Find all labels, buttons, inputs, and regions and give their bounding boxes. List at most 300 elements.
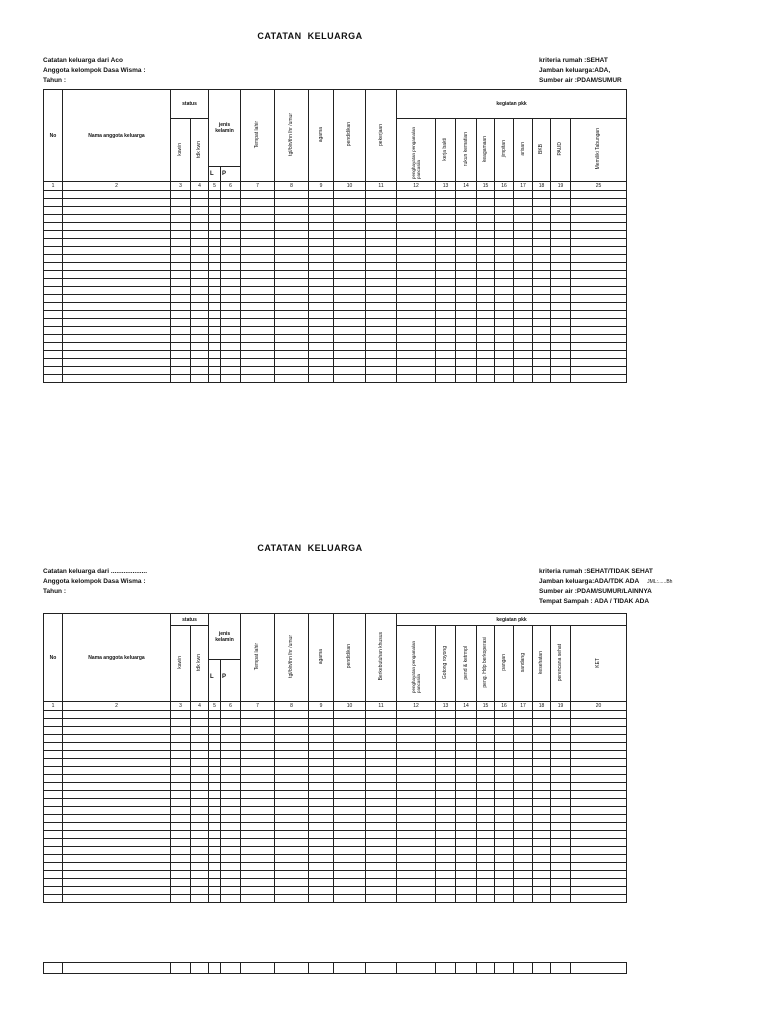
entry-cell[interactable]	[241, 831, 275, 839]
entry-cell[interactable]	[191, 247, 209, 255]
entry-cell[interactable]	[209, 239, 221, 247]
entry-cell[interactable]	[477, 855, 495, 863]
entry-cell[interactable]	[309, 871, 334, 879]
entry-cell[interactable]	[514, 887, 533, 895]
entry-cell[interactable]	[241, 791, 275, 799]
entry-cell[interactable]	[63, 799, 171, 807]
entry-cell[interactable]	[44, 767, 63, 775]
entry-cell[interactable]	[334, 271, 366, 279]
entry-cell[interactable]	[309, 963, 334, 974]
entry-cell[interactable]	[514, 239, 533, 247]
entry-cell[interactable]	[456, 247, 477, 255]
entry-cell[interactable]	[171, 847, 191, 855]
entry-cell[interactable]	[275, 879, 309, 887]
entry-cell[interactable]	[309, 327, 334, 335]
entry-cell[interactable]	[241, 963, 275, 974]
entry-cell[interactable]	[366, 359, 397, 367]
entry-cell[interactable]	[366, 231, 397, 239]
entry-cell[interactable]	[44, 207, 63, 215]
entry-cell[interactable]	[456, 871, 477, 879]
entry-cell[interactable]	[221, 839, 241, 847]
entry-cell[interactable]	[44, 855, 63, 863]
entry-cell[interactable]	[366, 831, 397, 839]
entry-cell[interactable]	[477, 319, 495, 327]
entry-cell[interactable]	[397, 295, 436, 303]
entry-cell[interactable]	[334, 215, 366, 223]
entry-cell[interactable]	[514, 751, 533, 759]
entry-cell[interactable]	[551, 327, 571, 335]
entry-cell[interactable]	[241, 191, 275, 199]
entry-cell[interactable]	[514, 199, 533, 207]
entry-cell[interactable]	[514, 711, 533, 719]
entry-cell[interactable]	[209, 815, 221, 823]
entry-cell[interactable]	[495, 207, 514, 215]
entry-cell[interactable]	[397, 847, 436, 855]
entry-cell[interactable]	[191, 263, 209, 271]
entry-cell[interactable]	[551, 791, 571, 799]
entry-cell[interactable]	[275, 871, 309, 879]
entry-cell[interactable]	[191, 199, 209, 207]
entry-cell[interactable]	[334, 879, 366, 887]
entry-cell[interactable]	[366, 343, 397, 351]
entry-cell[interactable]	[397, 335, 436, 343]
entry-cell[interactable]	[477, 239, 495, 247]
entry-cell[interactable]	[533, 295, 551, 303]
entry-cell[interactable]	[571, 863, 627, 871]
entry-cell[interactable]	[209, 247, 221, 255]
entry-cell[interactable]	[477, 823, 495, 831]
entry-cell[interactable]	[63, 279, 171, 287]
entry-cell[interactable]	[456, 847, 477, 855]
entry-cell[interactable]	[397, 855, 436, 863]
entry-cell[interactable]	[241, 295, 275, 303]
entry-cell[interactable]	[334, 751, 366, 759]
entry-cell[interactable]	[366, 735, 397, 743]
entry-cell[interactable]	[309, 247, 334, 255]
entry-cell[interactable]	[495, 303, 514, 311]
entry-cell[interactable]	[309, 815, 334, 823]
entry-cell[interactable]	[209, 295, 221, 303]
entry-cell[interactable]	[533, 239, 551, 247]
entry-cell[interactable]	[63, 727, 171, 735]
entry-cell[interactable]	[171, 271, 191, 279]
entry-cell[interactable]	[456, 727, 477, 735]
entry-cell[interactable]	[456, 719, 477, 727]
entry-cell[interactable]	[495, 223, 514, 231]
entry-cell[interactable]	[477, 375, 495, 383]
entry-cell[interactable]	[171, 895, 191, 903]
entry-cell[interactable]	[44, 751, 63, 759]
entry-cell[interactable]	[366, 791, 397, 799]
entry-cell[interactable]	[63, 711, 171, 719]
entry-cell[interactable]	[495, 287, 514, 295]
entry-cell[interactable]	[495, 751, 514, 759]
entry-cell[interactable]	[477, 207, 495, 215]
entry-cell[interactable]	[309, 799, 334, 807]
entry-cell[interactable]	[571, 335, 627, 343]
entry-cell[interactable]	[436, 271, 456, 279]
entry-cell[interactable]	[275, 767, 309, 775]
entry-cell[interactable]	[63, 963, 171, 974]
entry-cell[interactable]	[436, 847, 456, 855]
entry-cell[interactable]	[456, 743, 477, 751]
entry-cell[interactable]	[44, 287, 63, 295]
entry-cell[interactable]	[571, 367, 627, 375]
entry-cell[interactable]	[495, 879, 514, 887]
entry-cell[interactable]	[309, 887, 334, 895]
entry-cell[interactable]	[171, 863, 191, 871]
entry-cell[interactable]	[171, 735, 191, 743]
entry-cell[interactable]	[191, 743, 209, 751]
entry-cell[interactable]	[334, 223, 366, 231]
entry-cell[interactable]	[275, 887, 309, 895]
entry-cell[interactable]	[44, 191, 63, 199]
entry-cell[interactable]	[241, 743, 275, 751]
entry-cell[interactable]	[221, 767, 241, 775]
entry-cell[interactable]	[571, 311, 627, 319]
entry-cell[interactable]	[241, 247, 275, 255]
entry-cell[interactable]	[171, 239, 191, 247]
entry-cell[interactable]	[533, 263, 551, 271]
entry-cell[interactable]	[309, 239, 334, 247]
entry-cell[interactable]	[44, 847, 63, 855]
entry-cell[interactable]	[397, 279, 436, 287]
entry-cell[interactable]	[533, 271, 551, 279]
entry-cell[interactable]	[514, 823, 533, 831]
entry-cell[interactable]	[495, 239, 514, 247]
entry-cell[interactable]	[477, 303, 495, 311]
entry-cell[interactable]	[456, 815, 477, 823]
entry-cell[interactable]	[495, 775, 514, 783]
entry-cell[interactable]	[514, 263, 533, 271]
entry-cell[interactable]	[171, 231, 191, 239]
entry-cell[interactable]	[533, 839, 551, 847]
entry-cell[interactable]	[551, 239, 571, 247]
entry-cell[interactable]	[334, 727, 366, 735]
entry-cell[interactable]	[571, 711, 627, 719]
entry-cell[interactable]	[334, 735, 366, 743]
entry-cell[interactable]	[456, 303, 477, 311]
entry-cell[interactable]	[571, 287, 627, 295]
entry-cell[interactable]	[191, 287, 209, 295]
entry-cell[interactable]	[477, 311, 495, 319]
entry-cell[interactable]	[171, 751, 191, 759]
entry-cell[interactable]	[533, 191, 551, 199]
entry-cell[interactable]	[456, 863, 477, 871]
entry-cell[interactable]	[63, 287, 171, 295]
entry-cell[interactable]	[551, 863, 571, 871]
entry-cell[interactable]	[397, 831, 436, 839]
entry-cell[interactable]	[334, 343, 366, 351]
entry-cell[interactable]	[366, 871, 397, 879]
entry-cell[interactable]	[495, 335, 514, 343]
entry-cell[interactable]	[571, 783, 627, 791]
entry-cell[interactable]	[275, 295, 309, 303]
entry-cell[interactable]	[571, 223, 627, 231]
entry-cell[interactable]	[275, 359, 309, 367]
entry-cell[interactable]	[477, 199, 495, 207]
entry-cell[interactable]	[275, 271, 309, 279]
entry-cell[interactable]	[44, 279, 63, 287]
entry-cell[interactable]	[533, 743, 551, 751]
entry-cell[interactable]	[334, 351, 366, 359]
entry-cell[interactable]	[191, 375, 209, 383]
entry-cell[interactable]	[495, 719, 514, 727]
entry-cell[interactable]	[241, 255, 275, 263]
entry-cell[interactable]	[275, 319, 309, 327]
entry-cell[interactable]	[397, 775, 436, 783]
entry-cell[interactable]	[334, 783, 366, 791]
entry-cell[interactable]	[63, 223, 171, 231]
entry-cell[interactable]	[495, 319, 514, 327]
entry-cell[interactable]	[533, 895, 551, 903]
entry-cell[interactable]	[275, 791, 309, 799]
entry-cell[interactable]	[456, 751, 477, 759]
entry-cell[interactable]	[397, 719, 436, 727]
entry-cell[interactable]	[209, 895, 221, 903]
entry-cell[interactable]	[477, 775, 495, 783]
entry-cell[interactable]	[241, 727, 275, 735]
entry-cell[interactable]	[397, 807, 436, 815]
entry-cell[interactable]	[44, 343, 63, 351]
entry-cell[interactable]	[456, 239, 477, 247]
entry-cell[interactable]	[171, 791, 191, 799]
entry-cell[interactable]	[436, 735, 456, 743]
entry-cell[interactable]	[514, 839, 533, 847]
entry-cell[interactable]	[456, 223, 477, 231]
entry-cell[interactable]	[436, 367, 456, 375]
entry-cell[interactable]	[221, 963, 241, 974]
entry-cell[interactable]	[241, 863, 275, 871]
entry-cell[interactable]	[63, 743, 171, 751]
entry-cell[interactable]	[477, 271, 495, 279]
entry-cell[interactable]	[551, 767, 571, 775]
entry-cell[interactable]	[397, 215, 436, 223]
entry-cell[interactable]	[495, 887, 514, 895]
entry-cell[interactable]	[191, 271, 209, 279]
entry-cell[interactable]	[456, 199, 477, 207]
entry-cell[interactable]	[209, 751, 221, 759]
entry-cell[interactable]	[571, 351, 627, 359]
entry-cell[interactable]	[241, 375, 275, 383]
entry-cell[interactable]	[44, 271, 63, 279]
entry-cell[interactable]	[63, 375, 171, 383]
entry-cell[interactable]	[275, 895, 309, 903]
entry-cell[interactable]	[366, 711, 397, 719]
entry-cell[interactable]	[171, 727, 191, 735]
entry-cell[interactable]	[191, 239, 209, 247]
entry-cell[interactable]	[275, 255, 309, 263]
entry-cell[interactable]	[514, 879, 533, 887]
entry-cell[interactable]	[63, 359, 171, 367]
entry-cell[interactable]	[334, 847, 366, 855]
entry-cell[interactable]	[456, 207, 477, 215]
entry-cell[interactable]	[477, 887, 495, 895]
entry-cell[interactable]	[533, 327, 551, 335]
entry-cell[interactable]	[309, 199, 334, 207]
entry-cell[interactable]	[191, 303, 209, 311]
entry-cell[interactable]	[44, 807, 63, 815]
entry-cell[interactable]	[241, 279, 275, 287]
entry-cell[interactable]	[366, 767, 397, 775]
entry-cell[interactable]	[456, 799, 477, 807]
entry-cell[interactable]	[171, 223, 191, 231]
entry-cell[interactable]	[241, 319, 275, 327]
entry-cell[interactable]	[63, 839, 171, 847]
entry-cell[interactable]	[209, 303, 221, 311]
entry-cell[interactable]	[571, 815, 627, 823]
entry-cell[interactable]	[366, 199, 397, 207]
entry-cell[interactable]	[241, 775, 275, 783]
entry-cell[interactable]	[533, 335, 551, 343]
entry-cell[interactable]	[436, 359, 456, 367]
entry-cell[interactable]	[44, 359, 63, 367]
entry-cell[interactable]	[209, 863, 221, 871]
entry-cell[interactable]	[436, 863, 456, 871]
entry-cell[interactable]	[514, 815, 533, 823]
entry-cell[interactable]	[309, 719, 334, 727]
entry-cell[interactable]	[275, 807, 309, 815]
entry-cell[interactable]	[171, 839, 191, 847]
entry-cell[interactable]	[191, 839, 209, 847]
entry-cell[interactable]	[209, 375, 221, 383]
entry-cell[interactable]	[397, 711, 436, 719]
entry-cell[interactable]	[275, 743, 309, 751]
entry-cell[interactable]	[191, 343, 209, 351]
entry-cell[interactable]	[309, 839, 334, 847]
entry-cell[interactable]	[551, 343, 571, 351]
entry-cell[interactable]	[334, 231, 366, 239]
entry-cell[interactable]	[366, 255, 397, 263]
entry-cell[interactable]	[334, 799, 366, 807]
entry-cell[interactable]	[397, 963, 436, 974]
entry-cell[interactable]	[514, 319, 533, 327]
entry-cell[interactable]	[436, 759, 456, 767]
entry-cell[interactable]	[571, 215, 627, 223]
entry-cell[interactable]	[191, 719, 209, 727]
entry-cell[interactable]	[334, 719, 366, 727]
entry-cell[interactable]	[514, 831, 533, 839]
entry-cell[interactable]	[571, 887, 627, 895]
entry-cell[interactable]	[334, 775, 366, 783]
entry-cell[interactable]	[397, 879, 436, 887]
entry-cell[interactable]	[495, 351, 514, 359]
entry-cell[interactable]	[456, 255, 477, 263]
entry-cell[interactable]	[275, 223, 309, 231]
entry-cell[interactable]	[209, 255, 221, 263]
entry-cell[interactable]	[533, 775, 551, 783]
entry-cell[interactable]	[495, 871, 514, 879]
entry-cell[interactable]	[514, 303, 533, 311]
entry-cell[interactable]	[436, 895, 456, 903]
entry-cell[interactable]	[63, 295, 171, 303]
entry-cell[interactable]	[44, 831, 63, 839]
entry-cell[interactable]	[221, 311, 241, 319]
entry-cell[interactable]	[477, 963, 495, 974]
entry-cell[interactable]	[275, 759, 309, 767]
entry-cell[interactable]	[495, 343, 514, 351]
entry-cell[interactable]	[551, 231, 571, 239]
entry-cell[interactable]	[221, 327, 241, 335]
entry-cell[interactable]	[44, 823, 63, 831]
entry-cell[interactable]	[171, 303, 191, 311]
entry-cell[interactable]	[221, 751, 241, 759]
entry-cell[interactable]	[309, 831, 334, 839]
entry-cell[interactable]	[63, 207, 171, 215]
entry-cell[interactable]	[514, 743, 533, 751]
entry-cell[interactable]	[275, 287, 309, 295]
entry-cell[interactable]	[495, 295, 514, 303]
entry-cell[interactable]	[63, 335, 171, 343]
entry-cell[interactable]	[221, 255, 241, 263]
entry-cell[interactable]	[551, 839, 571, 847]
entry-cell[interactable]	[533, 871, 551, 879]
entry-cell[interactable]	[514, 295, 533, 303]
entry-cell[interactable]	[334, 311, 366, 319]
entry-cell[interactable]	[477, 831, 495, 839]
entry-cell[interactable]	[309, 311, 334, 319]
entry-cell[interactable]	[495, 847, 514, 855]
entry-cell[interactable]	[456, 367, 477, 375]
entry-cell[interactable]	[309, 287, 334, 295]
entry-cell[interactable]	[533, 783, 551, 791]
entry-cell[interactable]	[571, 239, 627, 247]
entry-cell[interactable]	[171, 815, 191, 823]
entry-cell[interactable]	[241, 263, 275, 271]
entry-cell[interactable]	[397, 815, 436, 823]
entry-cell[interactable]	[366, 895, 397, 903]
entry-cell[interactable]	[241, 879, 275, 887]
entry-cell[interactable]	[533, 255, 551, 263]
entry-cell[interactable]	[221, 895, 241, 903]
entry-cell[interactable]	[209, 963, 221, 974]
entry-cell[interactable]	[209, 223, 221, 231]
entry-cell[interactable]	[456, 343, 477, 351]
entry-cell[interactable]	[397, 887, 436, 895]
entry-cell[interactable]	[191, 815, 209, 823]
entry-cell[interactable]	[551, 335, 571, 343]
entry-cell[interactable]	[533, 823, 551, 831]
entry-cell[interactable]	[191, 335, 209, 343]
entry-cell[interactable]	[275, 775, 309, 783]
entry-cell[interactable]	[191, 767, 209, 775]
entry-cell[interactable]	[436, 823, 456, 831]
entry-cell[interactable]	[221, 367, 241, 375]
entry-cell[interactable]	[221, 231, 241, 239]
entry-cell[interactable]	[514, 807, 533, 815]
entry-cell[interactable]	[366, 799, 397, 807]
entry-cell[interactable]	[436, 855, 456, 863]
entry-cell[interactable]	[209, 767, 221, 775]
entry-cell[interactable]	[171, 783, 191, 791]
entry-cell[interactable]	[477, 767, 495, 775]
entry-cell[interactable]	[334, 319, 366, 327]
entry-cell[interactable]	[533, 303, 551, 311]
entry-cell[interactable]	[477, 815, 495, 823]
entry-cell[interactable]	[551, 359, 571, 367]
entry-cell[interactable]	[571, 751, 627, 759]
entry-cell[interactable]	[436, 223, 456, 231]
entry-cell[interactable]	[477, 871, 495, 879]
entry-cell[interactable]	[477, 735, 495, 743]
entry-cell[interactable]	[221, 279, 241, 287]
entry-cell[interactable]	[241, 799, 275, 807]
entry-cell[interactable]	[456, 807, 477, 815]
entry-cell[interactable]	[533, 963, 551, 974]
entry-cell[interactable]	[309, 863, 334, 871]
entry-cell[interactable]	[44, 223, 63, 231]
entry-cell[interactable]	[533, 767, 551, 775]
